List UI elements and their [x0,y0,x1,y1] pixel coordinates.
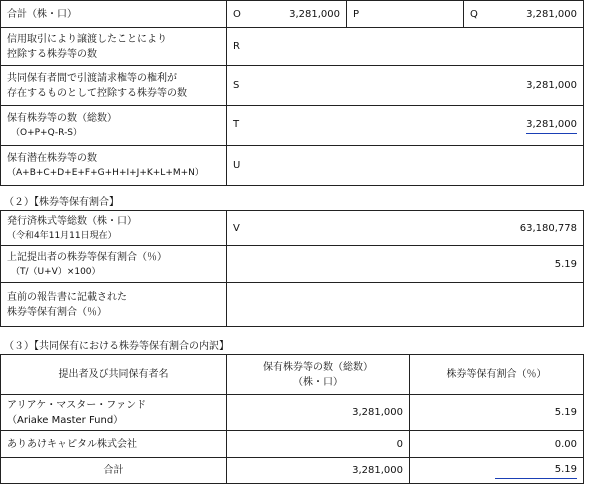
ratio-label [1,246,227,283]
breakdown-header [1,355,584,395]
v-value: 63,180,778 [519,222,577,234]
u-letter: U [233,160,241,171]
table-row [1,431,584,458]
held-label-line2: （O+P+Q-R-S） [11,128,83,138]
prev-label-line2: 株券等保有割合（％） [7,306,107,318]
header-shares-line1: 保有株券等の数（総数） [263,361,373,373]
credit-row [1,28,584,66]
section2-heading: （２）【株券等保有割合】 [4,197,119,208]
p-letter: P [347,1,464,28]
joint-value-cell [227,66,584,106]
total-ratio: 5.19 [495,462,577,479]
header-ratio: 株券等保有割合（％） [410,355,584,395]
prev-value-cell [227,283,584,327]
held-value-cell [227,106,584,146]
issued-row [1,211,584,246]
issued-label [1,211,227,246]
o-letter: O [233,8,241,20]
holder-name: ありあけキャピタル株式会社 [1,431,227,458]
total-row [1,1,584,28]
header-shares-line2: （株・口） [293,376,343,388]
holder-shares: 0 [227,431,410,458]
prev-label [1,283,227,327]
q-letter: Q [470,8,478,20]
issued-value-cell [227,211,584,246]
r-letter: R [233,41,240,52]
holdings-table [0,0,584,186]
q-value: 3,281,000 [526,8,577,20]
prev-row [1,283,584,327]
credit-label [1,28,227,66]
s-value: 3,281,000 [526,80,577,91]
latent-label-line1: 保有潜在株券等の数 [7,153,97,164]
holder-name-line1: アリアケ・マスター・ファンド [7,399,147,411]
t-value: 3,281,000 [526,117,577,134]
total-shares: 3,281,000 [227,458,410,484]
o-value: 3,281,000 [289,8,340,20]
q-cell [464,1,584,28]
latent-value-cell [227,146,584,186]
ratio-value: 5.19 [227,246,584,283]
ratio-row [1,246,584,283]
joint-label-line2: 存在するものとして控除する株券等の数 [7,87,187,99]
o-cell [227,1,347,28]
ratio-label-line2: （T/（U+V）×100） [11,266,101,277]
holder-ratio: 0.00 [410,431,584,458]
holder-name-line2: （Ariake Master Fund） [7,414,124,426]
total-label: 合計 [1,458,227,484]
t-letter: T [233,119,240,130]
issued-label-line1: 発行済株式等総数（株・口） [7,215,137,227]
credit-value-cell [227,28,584,66]
s-letter: S [233,80,240,91]
latent-row [1,146,584,186]
v-letter: V [233,222,240,234]
ratio-table [0,210,584,327]
table-row [1,395,584,431]
joint-row [1,66,584,106]
ratio-label-line1: 上記提出者の株券等保有割合（％） [7,251,167,263]
held-label [1,106,227,146]
joint-label [1,66,227,106]
holder-name [1,395,227,431]
latent-label-line2: （A+B+C+D+E+F+G+H+I+J+K+L+M+N） [7,168,204,178]
issued-label-line2: （令和4年11月11日現在） [7,230,117,241]
joint-label-line1: 共同保有者間で引渡請求権等の権利が [7,72,177,84]
holder-ratio: 5.19 [410,395,584,431]
header-name: 提出者及び共同保有者名 [1,355,227,395]
total-label: 合計（株・口） [1,1,227,28]
credit-label-line2: 控除する株券等の数 [7,48,97,60]
breakdown-total-row [1,458,584,484]
holder-shares: 3,281,000 [227,395,410,431]
held-label-line1: 保有株券等の数（総数） [7,113,117,124]
section3-heading: （３）【共同保有における株券等保有割合の内訳】 [4,341,229,352]
header-shares [227,355,410,395]
credit-label-line1: 信用取引により譲渡したことにより [7,33,167,45]
breakdown-table [0,354,584,484]
prev-label-line1: 直前の報告書に記載された [7,291,127,303]
latent-label [1,146,227,186]
held-row [1,106,584,146]
total-ratio-cell [410,458,584,484]
